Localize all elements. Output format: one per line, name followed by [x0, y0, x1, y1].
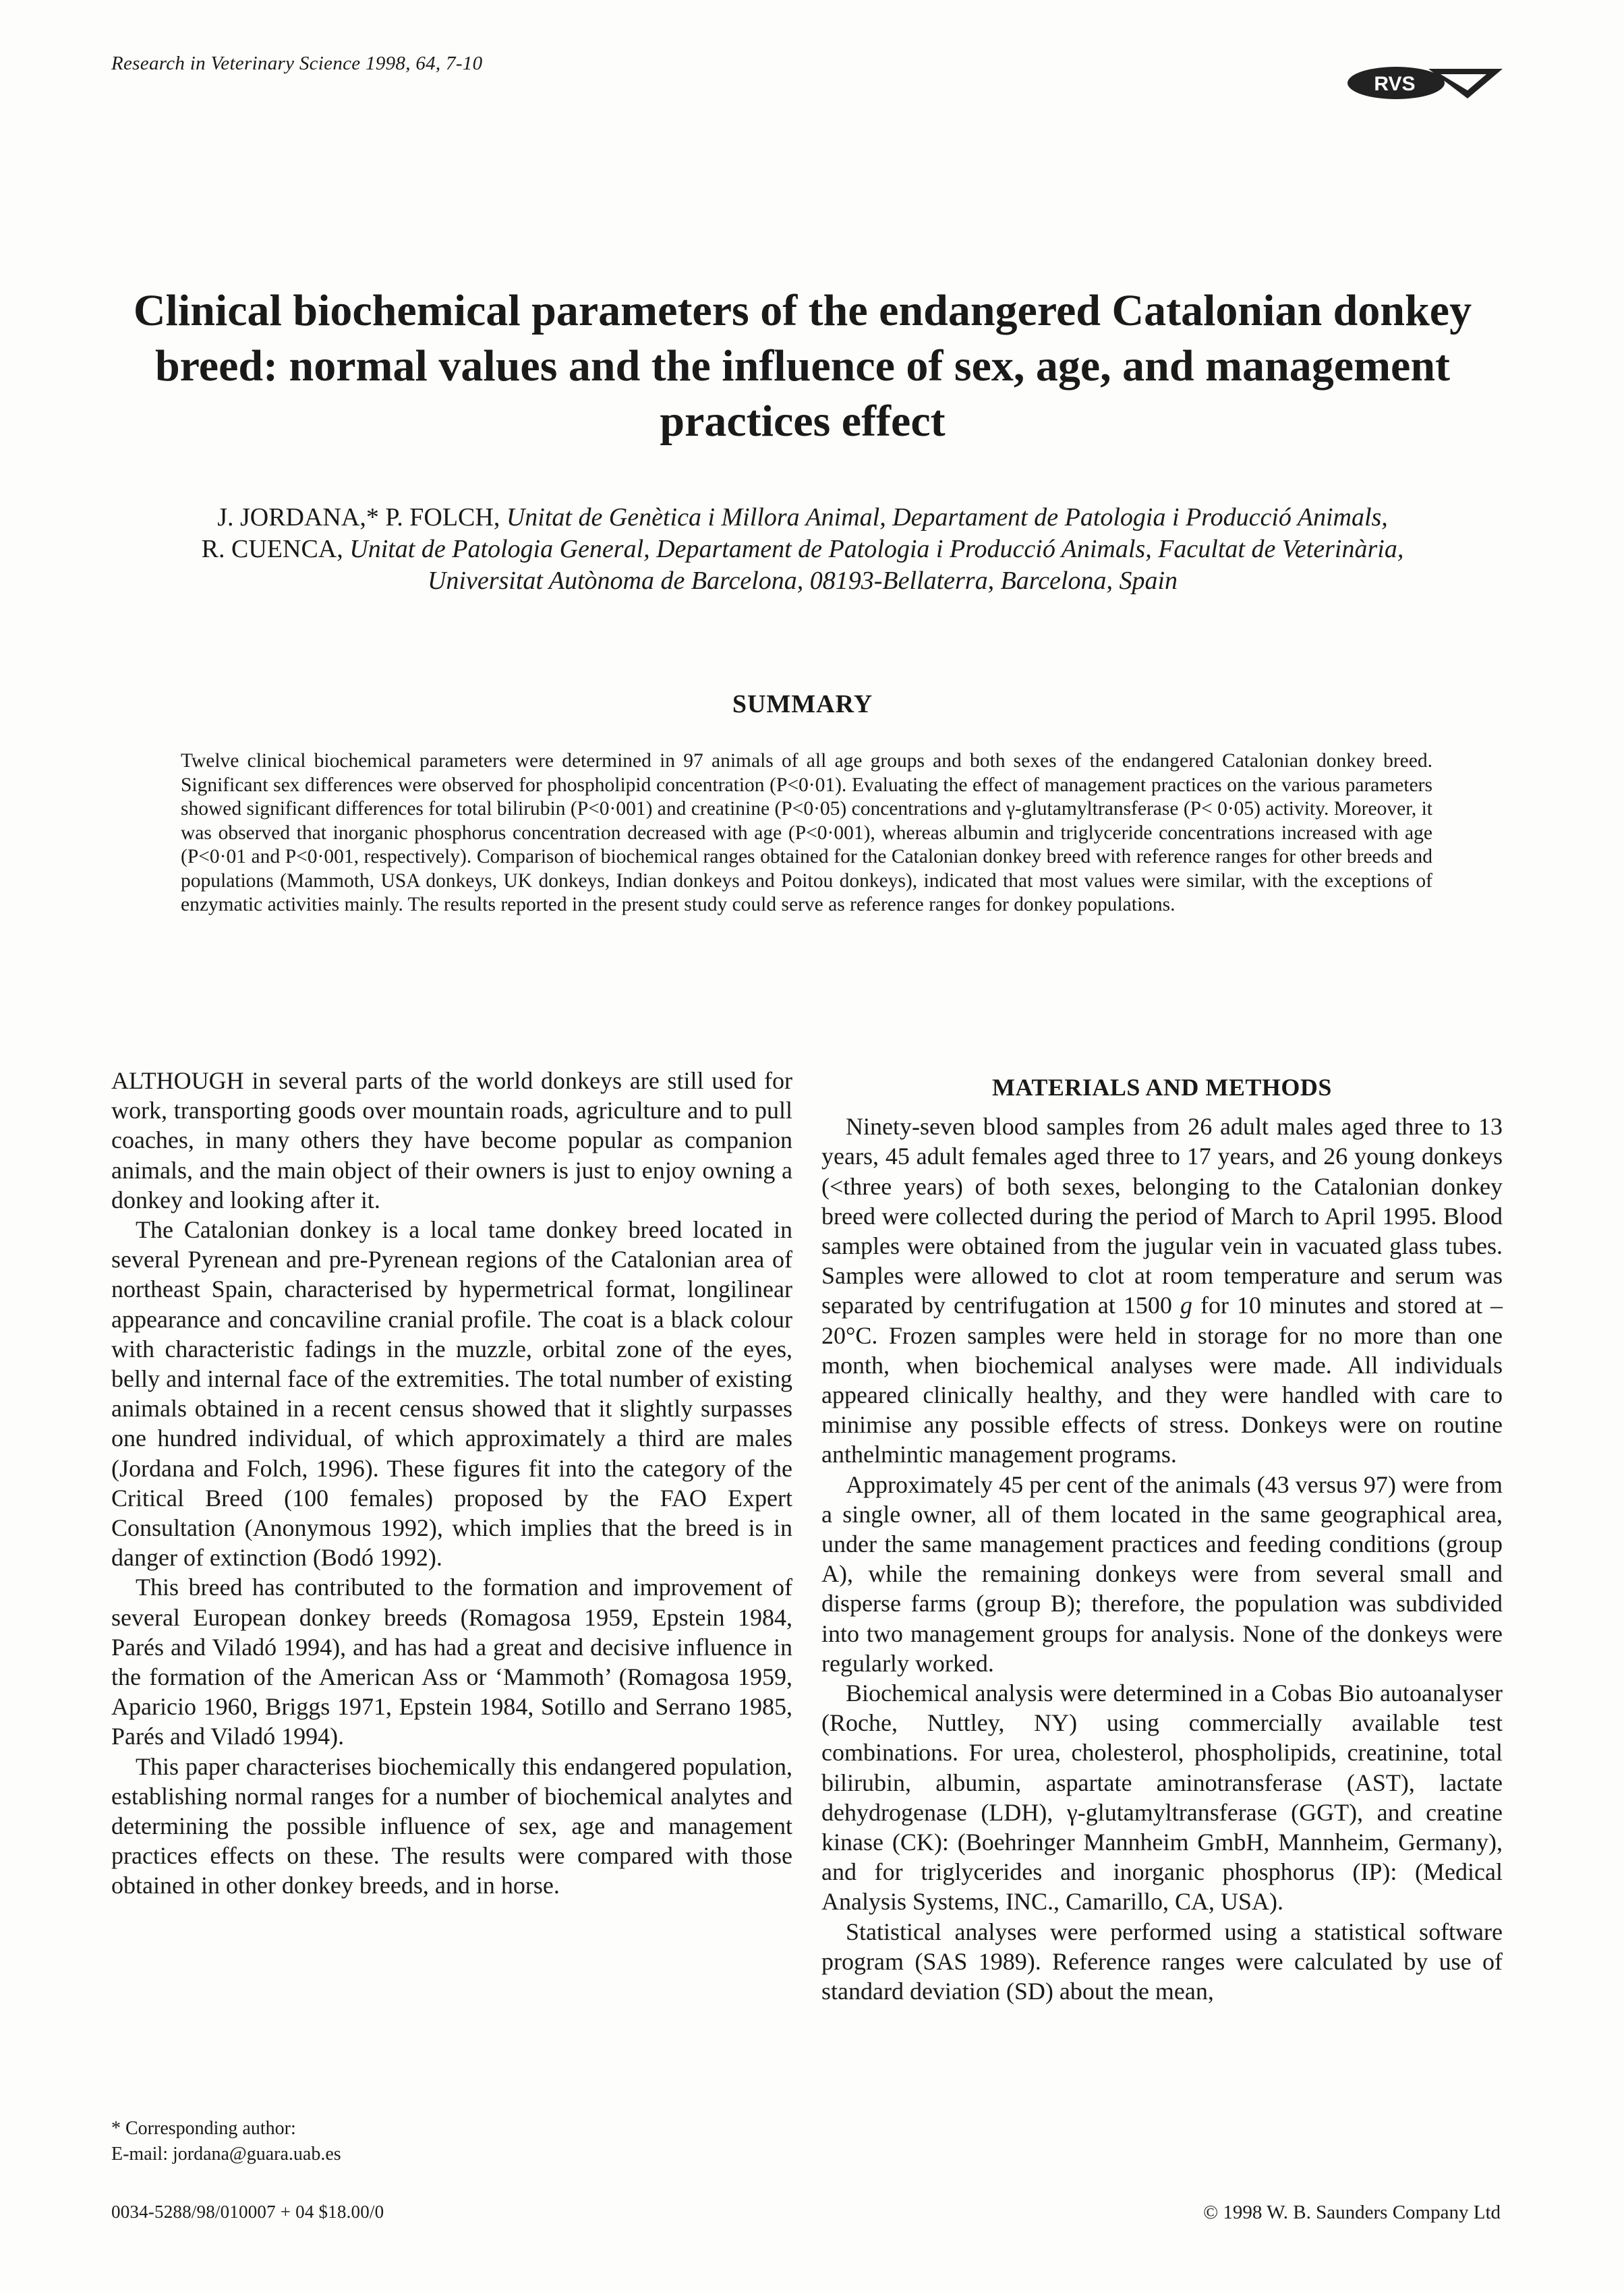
methods-paragraph-1: [821, 1112, 1503, 1469]
article-title: Clinical biochemical parameters of the endangered Catalonian donkey breed: normal values and the influence of sex, age, and management practices effect: [133, 286, 1472, 446]
corresponding-author-footnote: [111, 2116, 651, 2167]
summary-text: Twelve clinical biochemical parameters were determined in 97 animals of all age groups and both sexes of the endangered Catalonian donkey breed. Significant sex differences were observed for phospholipid concentration (P<0·01). Evaluating the effect of management practices on the various parameters showed significant differences for total bilirubin (P<0·001) and creatinine (P<0·05) concentrations and γ-glutamyltransferase (P< 0·05) activity. Moreover, it was observed that inorganic phosphorus concentration decreased with age (P<0·001), whereas albumin and triglyceride concentrations increased with age (P<0·01 and P<0·001, respectively). Comparison of biochemical ranges obtained for the Catalonian donkey breed with reference ranges for other breeds and populations (Mammoth, USA donkeys, UK donkeys, Indian donkeys and Poitou donkeys), indicated that most values were similar, with the exceptions of enzymatic activities mainly. The results reported in the present study could serve as reference ranges for donkey populations.: [181, 750, 1432, 915]
footnote-email: E-mail: jordana@guara.uab.es: [111, 2144, 341, 2165]
affiliation-2: Unitat de Patologia General, Departament de Patologia i Producció Animals, Facultat de Veterinària,: [349, 535, 1404, 563]
methods-paragraph-2: Approximately 45 per cent of the animals (43 versus 97) were from a single owner, all of them located in the same geographical area, under the same management practices and feeding conditions (group A), while the remaining donkeys were from several small and disperse farms (group B); therefore, the population was subdivided into two management groups for analysis. None of the donkeys were regularly worked.: [821, 1470, 1503, 1677]
intro-paragraph-3: This breed has contributed to the formation and improvement of several European donkey breeds (Romagosa 1959, Epstein 1984, Parés and Viladó 1994), and has had a great and decisive influence in the formation of the American Ass or ‘Mammoth’ (Romagosa 1959, Aparicio 1960, Briggs 1971, Epstein 1984, Sotillo and Serrano 1985, Parés and Viladó 1994).: [111, 1574, 792, 1750]
author-line-1: [101, 502, 1504, 534]
methods-p1-gravity-unit: g: [1180, 1292, 1192, 1319]
intro-paragraph-2: The Catalonian donkey is a local tame donkey breed located in several Pyrenean and pre-Pyrenean regions of the Catalonian area of northeast Spain, characterised by hypermetrical format, longilinear appearance and concaviline cranial profile. The coat is a black colour with characteristic fadings in the muzzle, orbital zone of the eyes, belly and internal face of the extremities. The total number of existing animals obtained in a recent census showed that it slightly surpasses one hundred individual, of which approximately a third are males (Jordana and Folch, 1996). These figures fit into the category of the Critical Breed (100 females) proposed by the FAO Expert Consultation (Anonymous 1992), which implies that the breed is in danger of extinction (Bodó 1992).: [111, 1216, 792, 1572]
methods-p1-part-a: Ninety-seven blood samples from 26 adult males aged three to 13 years, 45 adult females aged three to 17 years, and 26 young donkeys (<three years) of both sexes, belonging to the Catalonian donkey breed were collected during the period of March to April 1995. Blood samples were obtained from the jugular vein in vacuated glass tubes. Samples were allowed to clot at room temperature and serum was separated by centrifugation at 1500: [821, 1113, 1503, 1319]
author-names-1: J. JORDANA,* P. FOLCH,: [217, 503, 500, 532]
affiliation-3: Universitat Autònoma de Barcelona, 08193-Bellaterra, Barcelona, Spain: [427, 567, 1178, 595]
methods-paragraph-4: Statistical analyses were performed using a statistical software program (SAS 1989). Reference ranges were calculated by use of standard deviation (SD) about the mean,: [821, 1918, 1503, 2005]
issn-line: 0034-5288/98/010007 + 04 $18.00/0: [111, 2202, 384, 2222]
copyright-line: © 1998 W. B. Saunders Company Ltd: [1203, 2202, 1501, 2223]
author-names-2: R. CUENCA,: [201, 535, 343, 563]
methods-p1-part-b: for 10 minutes and stored at –20°C. Frozen samples were held in storage for no more than one month, when biochemical analyses were made. All individuals appeared clinically healthy, and they were handled with care to minimise any possible effects of stress. Donkeys were on routine anthelmintic management programs.: [821, 1292, 1503, 1468]
rvs-logo: [1342, 61, 1504, 101]
author-line-2: [101, 534, 1504, 565]
methods-paragraph-3: Biochemical analysis were determined in a Cobas Bio autoanalyser (Roche, Nuttley, NY) using commercially available test combinations. For urea, cholesterol, phospholipids, creatinine, total bilirubin, albumin, aspartate aminotransferase (AST), lactate dehydrogenase (LDH), γ-glutamyltransferase (GGT), and creatine kinase (CK): (Boehringer Mannheim GmbH, Mannheim, Germany), and for triglycerides and inorganic phosphorus (IP): (Medical Analysis Systems, INC., Camarillo, CA, USA).: [821, 1680, 1503, 1916]
summary-heading: SUMMARY: [732, 690, 873, 718]
intro-paragraph-4: This paper characterises biochemically this endangered population, establishing normal ranges for a number of biochemical analytes and determining the possible influence of sex, age and management practices effects on these. The results were compared with those obtained in other donkey breeds, and in horse.: [111, 1752, 792, 1899]
affiliation-1: Unitat de Genètica i Millora Animal, Departament de Patologia i Producció Animals,: [506, 503, 1388, 532]
intro-paragraph-1: ALTHOUGH in several parts of the world donkeys are still used for work, transporting goods over mountain roads, agriculture and to pull coaches, in many others they have become popular as companion animals, and the main object of their owners is just to enjoy owning a donkey and looking after it.: [111, 1067, 792, 1213]
journal-citation: Research in Veterinary Science 1998, 64, 7-10: [111, 53, 483, 74]
logo-text: RVS: [1374, 73, 1416, 95]
right-column: [821, 1072, 1503, 2006]
author-block: [101, 502, 1504, 597]
methods-heading: MATERIALS AND METHODS: [992, 1074, 1332, 1101]
footnote-line-1: * Corresponding author:: [111, 2118, 296, 2139]
left-column: [111, 1066, 792, 1901]
